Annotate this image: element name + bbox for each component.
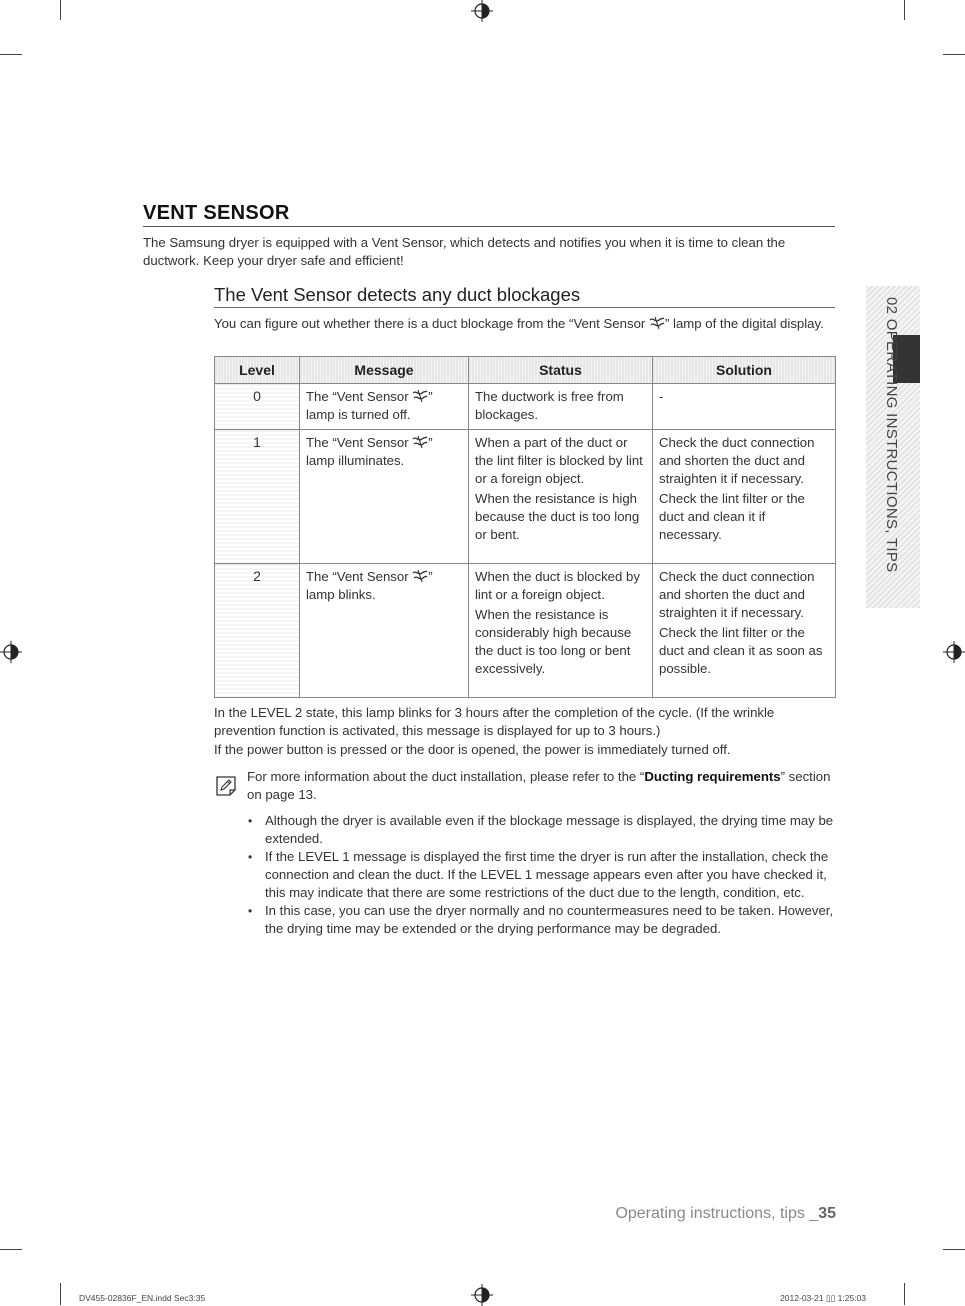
power-paragraph: If the power button is pressed or the door is opened, the power is immediately turned off.: [214, 742, 731, 757]
solution-line: Check the lint filter or the duct and clean it as soon as possible.: [659, 625, 823, 676]
solution-line: Check the duct connection and shorten the duct and straighten it if necessary.: [659, 435, 815, 486]
subsection-intro: [214, 315, 835, 333]
solution-cell: [653, 564, 836, 698]
status-line: When the resistance is high because the duct is too long or bent.: [475, 491, 640, 542]
header-level: Level: [215, 357, 300, 384]
message-cell: [300, 564, 469, 698]
footer-section-label: Operating instructions, tips _: [615, 1205, 819, 1222]
crop-mark: [943, 54, 965, 55]
header-solution: Solution: [653, 357, 836, 384]
registration-mark-icon: [0, 641, 22, 663]
message-text-after: ” lamp illuminates.: [306, 435, 433, 468]
message-cell: [300, 430, 469, 564]
subsection-intro-before: You can figure out whether there is a duct blockage from the “Vent Sensor: [214, 316, 649, 331]
table-row: [215, 564, 836, 698]
print-slug-date: 2012-03-21 ▯▯ 1:25:03: [780, 1293, 866, 1303]
subsection-title: The Vent Sensor detects any duct blockages: [214, 283, 835, 308]
message-text-after: ” lamp is turned off.: [306, 389, 433, 422]
level-cell: 0: [215, 384, 300, 430]
vent-sensor-icon: [412, 389, 428, 403]
level2-paragraph: In the LEVEL 2 state, this lamp blinks for 3 hours after the completion of the cycle. (If the wrinkle prevention function is activated, this message is displayed for up to 3 hours.): [214, 705, 775, 738]
status-line: When a part of the duct or the lint filter is blocked by lint or a foreign object.: [475, 435, 643, 486]
message-text-before: The “Vent Sensor: [306, 389, 413, 404]
vent-sensor-table: [214, 356, 836, 698]
level-cell: 2: [215, 564, 300, 698]
crop-mark: [0, 1249, 22, 1250]
solution-line: -: [659, 389, 664, 404]
table-row: [215, 430, 836, 564]
header-message: Message: [300, 357, 469, 384]
table-row: [215, 384, 836, 430]
note-text-after: ” section on page 13.: [247, 769, 831, 802]
vent-sensor-icon: [412, 569, 428, 583]
solution-cell: [653, 430, 836, 564]
list-item: • Although the dryer is available even if the blockage message is displayed, the drying time may be extended.: [247, 812, 836, 848]
status-cell: [469, 564, 653, 698]
solution-line: Check the duct connection and shorten the duct and straighten it if necessary.: [659, 569, 815, 620]
subsection-intro-after: ” lamp of the digital display.: [664, 316, 824, 331]
print-slug-file: DV455-02836F_EN.indd Sec3:35: [79, 1293, 206, 1303]
message-text-after: ” lamp blinks.: [306, 569, 433, 602]
crop-mark: [904, 1283, 905, 1305]
registration-mark-icon: [471, 1284, 493, 1306]
chapter-side-tab-label: 02 OPERATING INSTRUCTIONS, TIPS: [883, 297, 900, 573]
table-header-row: [215, 357, 836, 384]
note-text-before: For more information about the duct installation, please refer to the “: [247, 769, 645, 784]
section-title: VENT SENSOR: [143, 201, 835, 227]
message-text-before: The “Vent Sensor: [306, 569, 413, 584]
message-cell: [300, 384, 469, 430]
header-status: Status: [469, 357, 653, 384]
crop-mark: [943, 1249, 965, 1250]
vent-sensor-icon: [412, 435, 428, 449]
vent-sensor-icon: [649, 316, 665, 330]
section-intro: The Samsung dryer is equipped with a Vent Sensor, which detects and notifies you when it is time to clean the ductwork. Keep your dryer safe and efficient!: [143, 235, 786, 268]
registration-mark-icon: [471, 0, 493, 22]
page-footer: [540, 1205, 836, 1223]
page-number: 35: [818, 1205, 836, 1222]
status-cell: [469, 384, 653, 430]
status-line: When the duct is blocked by lint or a foreign object.: [475, 569, 640, 602]
message-text-before: The “Vent Sensor: [306, 435, 413, 450]
status-line: When the resistance is considerably high because the duct is too long or bent excessively.: [475, 607, 632, 676]
note-text: [247, 768, 836, 804]
list-item: • In this case, you can use the dryer normally and no countermeasures need to be taken. However, the drying time may be extended or the drying performance may be degraded.: [247, 902, 836, 938]
crop-mark: [0, 54, 22, 55]
registration-mark-icon: [943, 641, 965, 663]
crop-mark: [60, 0, 61, 20]
solution-cell: [653, 384, 836, 430]
bullet-list: [247, 812, 836, 938]
note-pencil-icon: [215, 775, 237, 797]
status-line: The ductwork is free from blockages.: [475, 389, 624, 422]
solution-line: Check the lint filter or the duct and clean it if necessary.: [659, 491, 805, 542]
crop-mark: [904, 0, 905, 20]
status-cell: [469, 430, 653, 564]
crop-mark: [60, 1283, 61, 1305]
level-cell: 1: [215, 430, 300, 564]
ducting-requirements-reference: Ducting requirements: [644, 769, 781, 784]
list-item: • If the LEVEL 1 message is displayed the first time the dryer is run after the installation, check the connection and clean the duct. If the LEVEL 1 message appears even after you have checked it, this may indicate that there are some restrictions of the duct due to the length, condition, etc.: [247, 848, 836, 902]
